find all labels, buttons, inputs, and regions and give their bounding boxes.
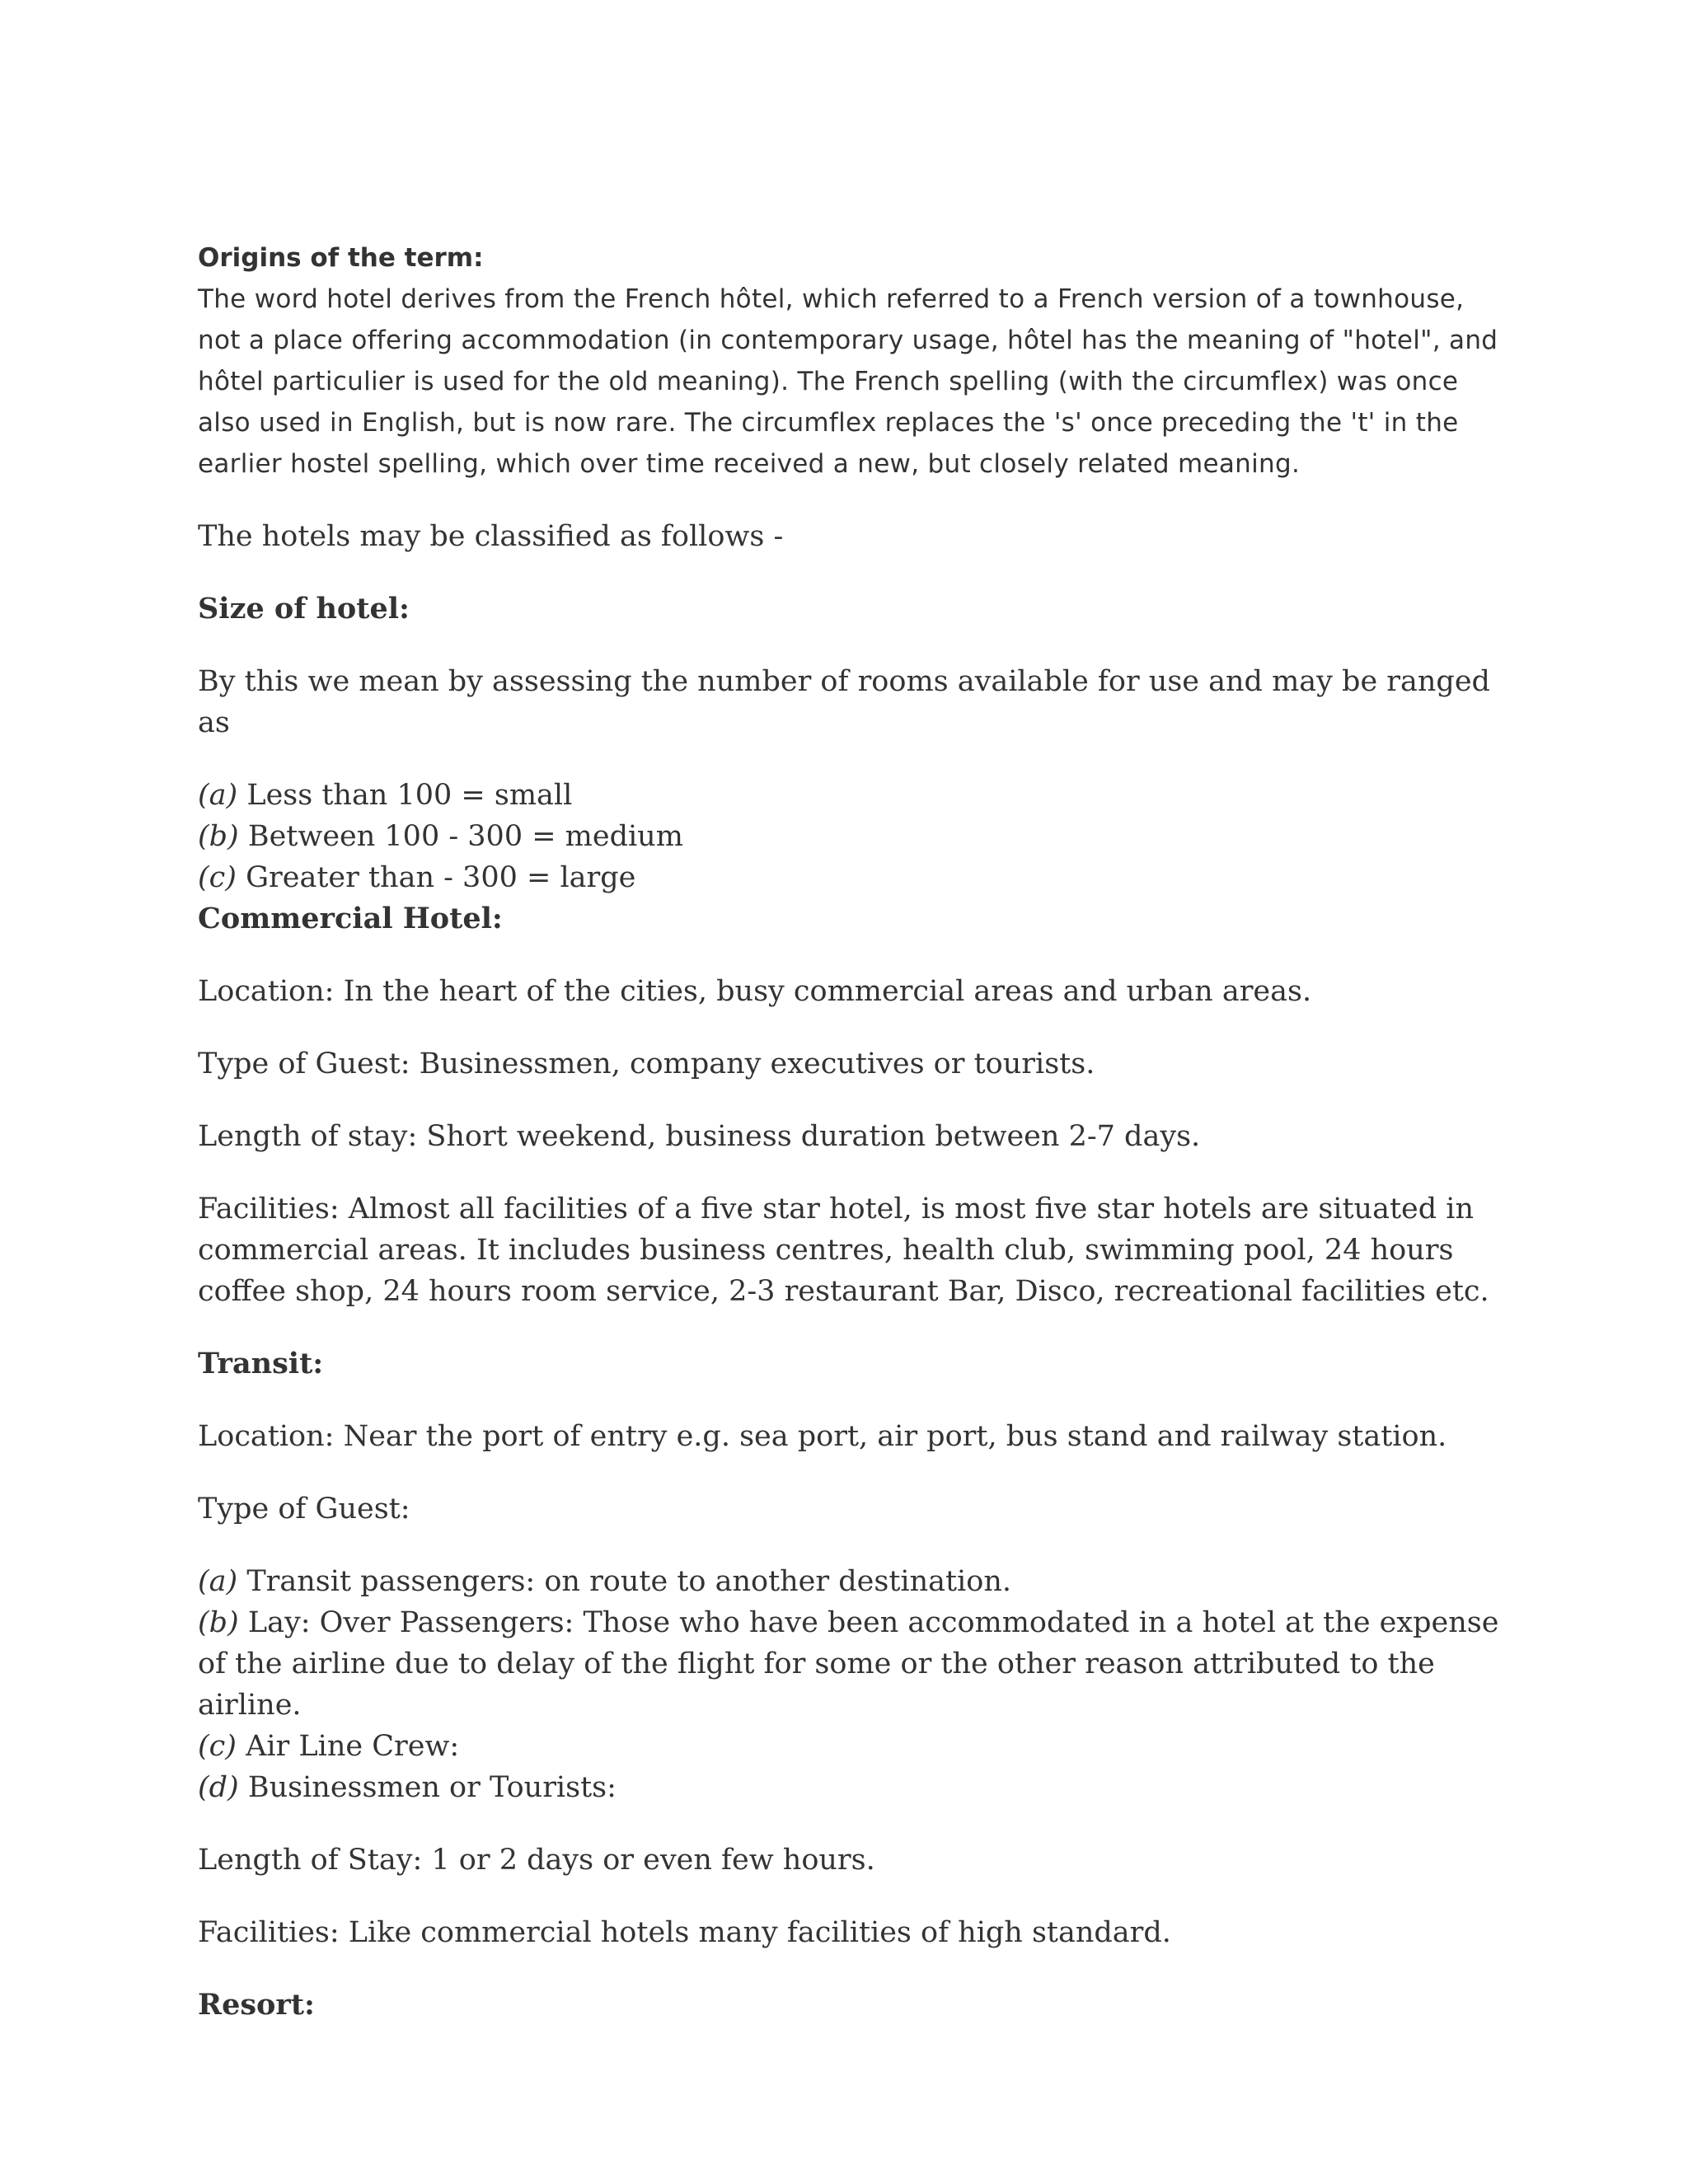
commercial-heading: Commercial Hotel: [198, 902, 503, 935]
classification-intro: The hotels may be classified as follows - [198, 520, 784, 553]
commercial-location: Location: In the heart of the cities, busy commercial areas and urban areas. [198, 975, 1312, 1008]
list-text: Businessmen or Tourists: [247, 1771, 617, 1804]
transit-facilities: Facilities: Like commercial hotels many facilities of high standard. [198, 1916, 1171, 1949]
list-marker: (d) [198, 1771, 239, 1804]
list-marker: (a) [198, 779, 238, 812]
commercial-guest: Type of Guest: Businessmen, company executives or tourists. [198, 1047, 1095, 1080]
transit-guest-label: Type of Guest: [198, 1493, 410, 1526]
origins-body: The word hotel derives from the French hôtel, which referred to a French version of a townhouse, not a place offering accommodation (in contemporary usage, hôtel has the meaning of "hotel", and hôtel particulier is used for the old meaning). The French spelling (with the circumflex) was once also used in English, but is now rare. The circumflex replaces the 's' once preceding the 't' in the earlier hostel spelling, which over time received a new, but closely related meaning. [198, 284, 1498, 479]
commercial-stay: Length of stay: Short weekend, business duration between 2-7 days. [198, 1120, 1201, 1153]
list-marker: (c) [198, 861, 237, 894]
list-text: Lay: Over Passengers: Those who have been accommodated in a hotel at the expense of the airline due to delay of the flight for some or the other reason attributed to the airline. [198, 1606, 1499, 1722]
transit-guest-list [198, 1561, 1500, 1808]
list-item [198, 1767, 1500, 1808]
list-item [198, 857, 1500, 898]
document-page [198, 237, 1500, 2026]
list-marker: (a) [198, 1565, 238, 1598]
list-item [198, 1726, 1500, 1767]
list-item [198, 775, 1500, 816]
size-list [198, 775, 1500, 898]
size-intro: By this we mean by assessing the number of rooms available for use and may be ranged as [198, 665, 1490, 739]
list-text: Greater than - 300 = large [246, 861, 636, 894]
resort-heading: Resort: [198, 1988, 315, 2022]
list-text: Air Line Crew: [246, 1730, 460, 1763]
list-item [198, 816, 1500, 857]
list-text: Less than 100 = small [246, 779, 573, 812]
transit-stay: Length of Stay: 1 or 2 days or even few hours. [198, 1844, 875, 1877]
list-marker: (b) [198, 1606, 239, 1639]
list-marker: (c) [198, 1730, 237, 1763]
list-item [198, 1561, 1500, 1602]
list-text: Between 100 - 300 = medium [247, 820, 683, 853]
list-text: Transit passengers: on route to another destination. [246, 1565, 1011, 1598]
size-heading: Size of hotel: [198, 592, 410, 626]
origins-heading: Origins of the term: [198, 243, 484, 273]
commercial-facilities: Facilities: Almost all facilities of a five star hotel, is most five star hotels are situated in commercial areas. It includes business centres, health club, swimming pool, 24 hours coffee shop, 24 hours room service, 2-3 restaurant Bar, Disco, recreational facilities etc. [198, 1193, 1489, 1308]
transit-heading: Transit: [198, 1347, 324, 1380]
transit-location: Location: Near the port of entry e.g. sea port, air port, bus stand and railway station. [198, 1420, 1447, 1453]
list-item [198, 1602, 1500, 1726]
list-marker: (b) [198, 820, 239, 853]
